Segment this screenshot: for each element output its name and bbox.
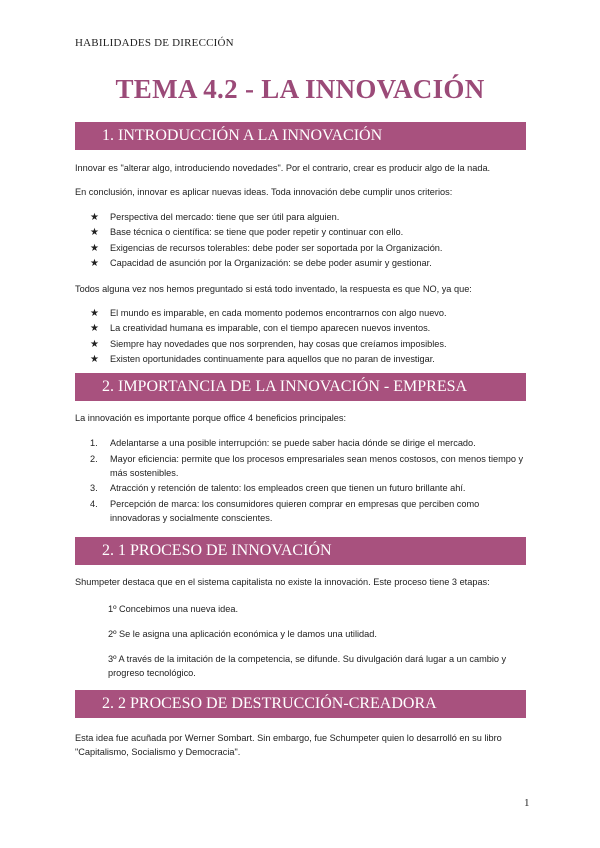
list-item (75, 352, 530, 367)
section-heading-introduccion: 1. INTRODUCCIÓN A LA INNOVACIÓN (75, 122, 526, 150)
list-item (75, 225, 530, 240)
running-header: HABILIDADES DE DIRECCIÓN (75, 37, 234, 49)
criteria-list (75, 210, 530, 271)
list-item (75, 306, 530, 321)
list-item (75, 241, 530, 256)
list-item-text: Atracción y retención de talento: los empleados creen que tienen un futuro brillante ahí. (110, 483, 466, 493)
benefits-list (75, 436, 530, 526)
list-item-text: El mundo es imparable, en cada momento podemos encontrarnos con algo nuevo. (110, 308, 447, 318)
star-icon: ★ (90, 323, 99, 335)
list-item: 3. Atracción y retención de talento: los empleados creen que tienen un futuro brillante ahí. (90, 483, 466, 493)
paragraph-definition: Innovar es "alterar algo, introduciendo novedades". Por el contrario, crear es producir algo de la nada. (75, 163, 491, 173)
star-icon: ★ (90, 308, 99, 319)
paragraph-shumpeter: Shumpeter destaca que en el sistema capitalista no existe la innovación. Este proceso tiene 3 etapas: (75, 577, 490, 587)
list-item: 2. Mayor eficiencia: permite que los procesos empresariales sean menos costosos, con menos tiempo y más sostenibles. (90, 453, 524, 478)
list-item-text: Mayor eficiencia: permite que los procesos empresariales sean menos costosos, con menos tiempo y más sostenibles. (110, 453, 524, 478)
stage-3: 3º A través de la imitación de la competencia, se difunde. Su divulgación dará lugar a un cambio y progreso tecnológico. (108, 654, 507, 678)
list-item (75, 256, 530, 271)
list-item-text: Capacidad de asunción por la Organización: se debe poder asumir y gestionar. (110, 257, 432, 268)
list-item-text: Perspectiva del mercado: tiene que ser útil para alguien. (110, 212, 340, 222)
list-item (75, 210, 530, 225)
paragraph-question: Todos alguna vez nos hemos preguntado si está todo inventado, la respuesta es que NO, ya que: (75, 284, 472, 294)
list-item: 1. Adelantarse a una posible interrupción: se puede saber hacia dónde se dirige el mercado. (90, 438, 476, 448)
list-item (75, 337, 530, 352)
section-heading-destruccion-creadora: 2. 2 PROCESO DE DESTRUCCIÓN-CREADORA (75, 690, 526, 718)
page-number: 1 (524, 797, 530, 809)
list-item-text: Adelantarse a una posible interrupción: se puede saber hacia dónde se dirige el mercado. (110, 438, 476, 448)
paragraph-sombart: Esta idea fue acuñada por Werner Sombart. Sin embargo, fue Schumpeter quien lo desarrolló en su libro "Capitalismo, Socialismo y Democracia". (75, 733, 502, 757)
stage-1: 1º Concebimos una nueva idea. (108, 604, 239, 614)
star-icon: ★ (90, 338, 99, 350)
list-item-text: Percepción de marca: los consumidores quieren comprar en empresas que perciben como innovadoras y socialmente conscientes. (110, 498, 480, 523)
star-icon: ★ (90, 227, 99, 239)
section-heading-importancia: 2. IMPORTANCIA DE LA INNOVACIÓN - EMPRESA (75, 373, 526, 401)
stage-2: 2º Se le asigna una aplicación económica y le damos una utilidad. (108, 629, 377, 639)
list-item: 4. Percepción de marca: los consumidores quieren comprar en empresas que perciben como innovadoras y socialmente conscientes. (90, 498, 480, 523)
list-item-text: La creatividad humana es imparable, con el tiempo aparecen nuevos inventos. (110, 323, 431, 334)
list-item-text: Siempre hay novedades que nos sorprenden, hay cosas que creíamos imposibles. (110, 338, 447, 349)
star-icon: ★ (90, 212, 99, 223)
section-heading-proceso-innovacion: 2. 1 PROCESO DE INNOVACIÓN (75, 537, 526, 565)
star-icon: ★ (90, 353, 99, 365)
list-item-text: Base técnica o científica: se tiene que poder repetir y continuar con ello. (110, 227, 404, 238)
star-icon: ★ (90, 242, 99, 254)
star-icon: ★ (90, 257, 99, 269)
list-item-text: Existen oportunidades continuamente para aquellos que no paran de investigar. (110, 353, 435, 364)
list-item (75, 321, 530, 336)
paragraph-benefits-intro: La innovación es importante porque office 4 beneficios principales: (75, 413, 347, 423)
list-item-text: Exigencias de recursos tolerables: debe poder ser soportada por la Organización. (110, 242, 443, 253)
paragraph-conclusion: En conclusión, innovar es aplicar nuevas ideas. Toda innovación debe cumplir unos criterios: (75, 187, 453, 197)
document-title: TEMA 4.2 - LA INNOVACIÓN (115, 74, 485, 104)
reasons-list (75, 306, 530, 367)
